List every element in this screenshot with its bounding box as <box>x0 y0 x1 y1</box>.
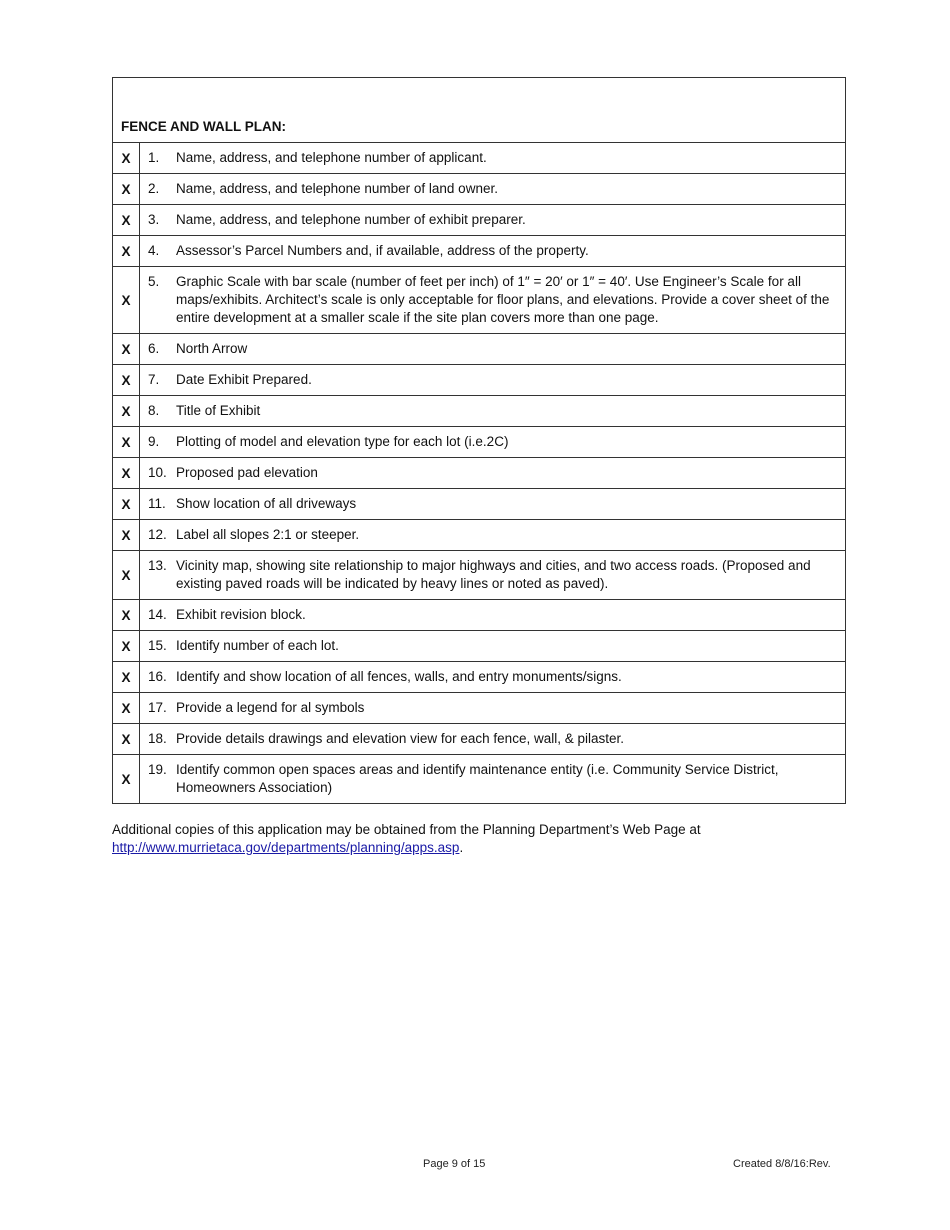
checklist-mark: X <box>113 174 140 205</box>
item-text: Identify common open spaces areas and identify maintenance entity (i.e. Community Service District, Homeowners Association) <box>176 762 779 795</box>
section-title: FENCE AND WALL PLAN: <box>113 78 846 143</box>
checklist-row <box>113 600 846 631</box>
checklist-mark: X <box>113 334 140 365</box>
checklist-mark: X <box>113 396 140 427</box>
checklist-item <box>140 600 846 631</box>
item-text: Exhibit revision block. <box>176 607 306 622</box>
item-number: 18. <box>148 731 167 746</box>
checklist-item <box>140 631 846 662</box>
checklist-item <box>140 334 846 365</box>
checklist-row <box>113 365 846 396</box>
item-number: 2. <box>148 181 160 196</box>
checklist-row <box>113 755 846 804</box>
checklist-item <box>140 427 846 458</box>
page-number: Page 9 of 15 <box>423 1158 486 1170</box>
checklist-mark: X <box>113 267 140 334</box>
item-number: 7. <box>148 372 160 387</box>
item-text: Identify and show location of all fences, walls, and entry monuments/signs. <box>176 669 622 684</box>
checklist-row <box>113 396 846 427</box>
item-number: 12. <box>148 527 167 542</box>
item-number: 6. <box>148 341 160 356</box>
checklist-mark: X <box>113 520 140 551</box>
checklist-item <box>140 205 846 236</box>
planning-apps-link[interactable]: http://www.murrietaca.gov/departments/planning/apps.asp <box>112 840 460 855</box>
checklist-mark: X <box>113 551 140 600</box>
checklist-row <box>113 662 846 693</box>
checklist-mark: X <box>113 631 140 662</box>
checklist-item <box>140 236 846 267</box>
note-text: Additional copies of this application may be obtained from the Planning Department’s Web Page at <box>112 822 701 837</box>
checklist-row <box>113 267 846 334</box>
checklist-item <box>140 458 846 489</box>
checklist-mark: X <box>113 724 140 755</box>
checklist-header-row <box>113 78 846 143</box>
item-text: Show location of all driveways <box>176 496 357 511</box>
item-number: 5. <box>148 274 160 289</box>
checklist-mark: X <box>113 205 140 236</box>
checklist-row <box>113 520 846 551</box>
item-number: 1. <box>148 150 160 165</box>
checklist-row <box>113 427 846 458</box>
checklist-mark: X <box>113 755 140 804</box>
item-number: 13. <box>148 558 167 573</box>
checklist-row <box>113 724 846 755</box>
checklist-item <box>140 143 846 174</box>
item-text: Graphic Scale with bar scale (number of feet per inch) of 1″ = 20′ or 1″ = 40′. Use Engineer’s Scale for all maps/exhibits. Architect’s scale is only acceptable for floor plans, and elevations. Provide a cover sheet of the entire development at a smaller scale if the site plan covers more than one page. <box>176 274 830 325</box>
fence-wall-checklist-table <box>112 77 846 804</box>
checklist-mark: X <box>113 458 140 489</box>
item-number: 15. <box>148 638 167 653</box>
item-number: 4. <box>148 243 160 258</box>
checklist-item <box>140 662 846 693</box>
item-number: 9. <box>148 434 160 449</box>
item-text: Date Exhibit Prepared. <box>176 372 312 387</box>
checklist-item <box>140 693 846 724</box>
item-number: 10. <box>148 465 167 480</box>
item-number: 14. <box>148 607 167 622</box>
additional-copies-note <box>112 821 852 857</box>
note-suffix: . <box>459 840 464 855</box>
checklist-item <box>140 396 846 427</box>
checklist-item <box>140 267 846 334</box>
item-number: 19. <box>148 762 167 777</box>
checklist-row <box>113 334 846 365</box>
item-text: Provide details drawings and elevation view for each fence, wall, & pilaster. <box>176 731 624 746</box>
item-number: 17. <box>148 700 167 715</box>
item-text: Name, address, and telephone number of land owner. <box>176 181 498 196</box>
item-text: Title of Exhibit <box>176 403 261 418</box>
item-text: Name, address, and telephone number of exhibit preparer. <box>176 212 526 227</box>
item-number: 11. <box>148 496 166 511</box>
item-number: 16. <box>148 669 167 684</box>
checklist-item <box>140 365 846 396</box>
item-text: Provide a legend for al symbols <box>176 700 365 715</box>
checklist-row <box>113 458 846 489</box>
checklist-mark: X <box>113 427 140 458</box>
item-text: Label all slopes 2:1 or steeper. <box>176 527 360 542</box>
checklist-item <box>140 520 846 551</box>
checklist-mark: X <box>113 600 140 631</box>
checklist-row <box>113 631 846 662</box>
checklist-item <box>140 755 846 804</box>
item-text: Vicinity map, showing site relationship to major highways and cities, and two access roads. (Proposed and existing paved roads will be indicated by heavy lines or noted as paved). <box>176 558 811 591</box>
created-date: Created 8/8/16:Rev. <box>733 1158 831 1170</box>
item-text: Proposed pad elevation <box>176 465 318 480</box>
checklist-row <box>113 551 846 600</box>
checklist-mark: X <box>113 662 140 693</box>
checklist-item <box>140 489 846 520</box>
checklist-item <box>140 724 846 755</box>
checklist-row <box>113 489 846 520</box>
item-number: 3. <box>148 212 160 227</box>
checklist-row <box>113 143 846 174</box>
checklist-mark: X <box>113 489 140 520</box>
checklist-row <box>113 205 846 236</box>
item-text: Name, address, and telephone number of applicant. <box>176 150 487 165</box>
checklist-mark: X <box>113 236 140 267</box>
checklist-item <box>140 551 846 600</box>
checklist-mark: X <box>113 365 140 396</box>
checklist-mark: X <box>113 693 140 724</box>
item-text: Identify number of each lot. <box>176 638 339 653</box>
item-text: Assessor’s Parcel Numbers and, if available, address of the property. <box>176 243 589 258</box>
checklist-mark: X <box>113 143 140 174</box>
checklist-row <box>113 174 846 205</box>
item-text: Plotting of model and elevation type for each lot (i.e.2C) <box>176 434 509 449</box>
checklist-row <box>113 236 846 267</box>
item-text: North Arrow <box>176 341 248 356</box>
checklist-item <box>140 174 846 205</box>
checklist-row <box>113 693 846 724</box>
item-number: 8. <box>148 403 160 418</box>
